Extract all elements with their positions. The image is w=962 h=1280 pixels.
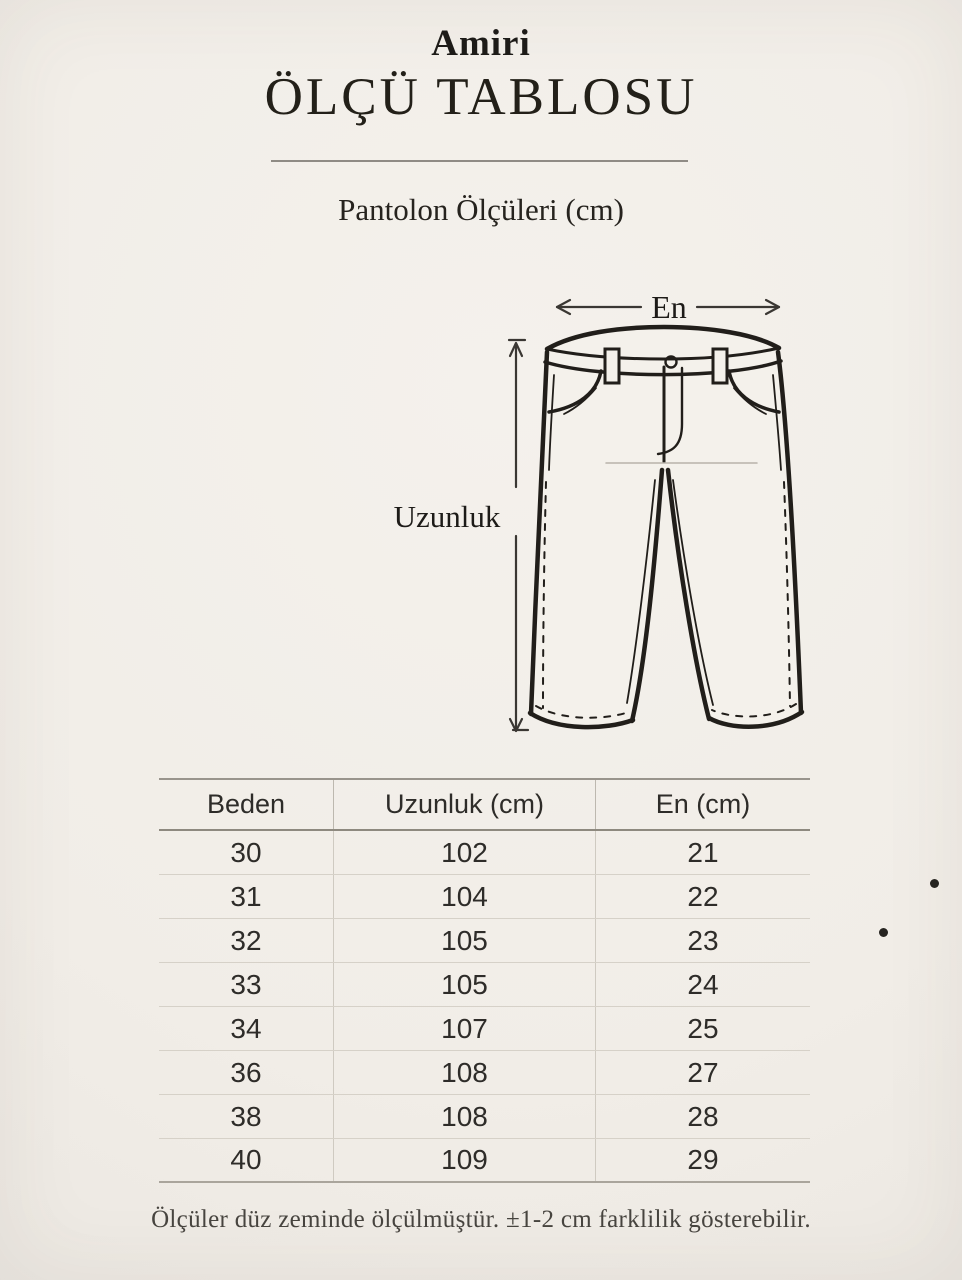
table-row	[159, 1095, 810, 1139]
table-cell: 109	[333, 1139, 595, 1181]
belt-loop-right	[713, 349, 727, 383]
table-cell: 24	[595, 963, 810, 1006]
table-cell: 29	[595, 1139, 810, 1181]
width-label: En	[651, 289, 687, 325]
brand-title: Amiri	[431, 23, 531, 64]
footnote: Ölçüler düz zeminde ölçülmüştür. ±1-2 cm farklilik gösterebilir.	[151, 1206, 811, 1233]
table-row	[159, 1139, 810, 1183]
title-divider	[271, 160, 688, 162]
speck-dot-1	[930, 879, 939, 888]
col-header-uzunluk: Uzunluk (cm)	[333, 780, 595, 829]
size-table	[159, 778, 810, 1183]
table-row	[159, 831, 810, 875]
table-cell: 108	[333, 1051, 595, 1094]
col-header-beden: Beden	[206, 789, 286, 819]
table-cell: 30	[230, 836, 262, 868]
table-cell: 32	[230, 924, 262, 956]
table-cell: 40	[230, 1144, 262, 1175]
table-cell: 34	[230, 1012, 262, 1044]
subtitle: Pantolon Ölçüleri (cm)	[338, 192, 624, 227]
table-cell: 105	[333, 963, 595, 1006]
table-cell: 38	[230, 1100, 262, 1132]
speck-dot-2	[879, 928, 888, 937]
table-body	[159, 831, 810, 1183]
table-cell: 108	[333, 1095, 595, 1138]
table-cell: 28	[595, 1095, 810, 1138]
table-row	[159, 875, 810, 919]
col-header-en: En (cm)	[595, 780, 810, 829]
table-row	[159, 1051, 810, 1095]
table-row	[159, 919, 810, 963]
table-cell: 25	[595, 1007, 810, 1050]
table-cell: 31	[230, 880, 262, 912]
pants-diagram	[380, 268, 850, 768]
table-cell: 102	[333, 831, 595, 874]
table-row	[159, 1007, 810, 1051]
length-arrow	[509, 340, 528, 731]
length-label: Uzunluk	[393, 499, 501, 534]
table-cell: 104	[333, 875, 595, 918]
table-cell: 107	[333, 1007, 595, 1050]
table-cell: 23	[595, 919, 810, 962]
table-cell: 36	[230, 1056, 262, 1088]
pants-silhouette	[531, 328, 801, 727]
table-cell: 105	[333, 919, 595, 962]
table-cell: 22	[595, 875, 810, 918]
belt-loop-left	[605, 349, 619, 383]
table-cell: 33	[230, 968, 262, 1000]
table-row	[159, 963, 810, 1007]
page-title: ÖLÇÜ TABLOSU	[264, 68, 698, 126]
table-cell: 27	[595, 1051, 810, 1094]
table-cell: 21	[595, 831, 810, 874]
table-header-row	[159, 778, 810, 831]
